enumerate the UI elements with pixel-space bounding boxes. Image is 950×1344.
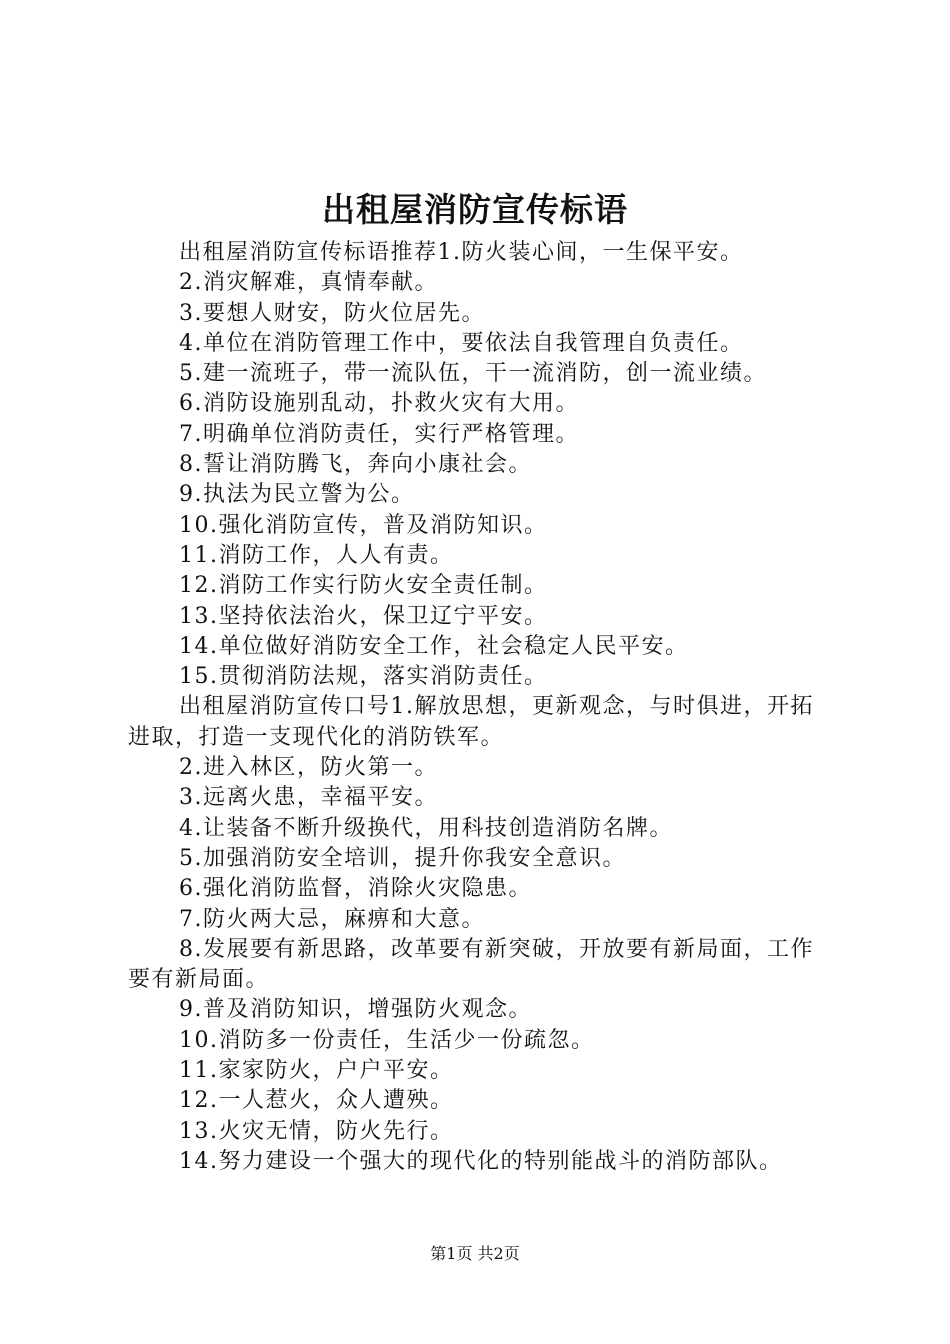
paragraph: 15.贯彻消防法规，落实消防责任。 bbox=[179, 664, 548, 690]
paragraph: 14.努力建设一个强大的现代化的特别能战斗的消防部队。 bbox=[179, 1148, 783, 1174]
paragraph: 2.消灾解难，真情奉献。 bbox=[179, 270, 438, 296]
paragraph: 13.坚持依法治火，保卫辽宁平安。 bbox=[179, 603, 548, 629]
paragraph: 5.加强消防安全培训，提升你我安全意识。 bbox=[179, 845, 626, 871]
document-body bbox=[128, 238, 828, 1177]
paragraph: 2.进入林区，防火第一。 bbox=[179, 755, 438, 781]
paragraph: 11.家家防火，户户平安。 bbox=[179, 1058, 454, 1084]
paragraph: 7.明确单位消防责任，实行严格管理。 bbox=[179, 421, 579, 447]
paragraph: 4.让装备不断升级换代，用科技创造消防名牌。 bbox=[179, 815, 673, 841]
page-footer: 第1页 共2页 bbox=[430, 1244, 520, 1263]
paragraph: 8.发展要有新思路，改革要有新突破，开放要有新局面，工作要有新局面。 bbox=[128, 936, 814, 993]
paragraph: 出租屋消防宣传标语推荐1.防火装心间，一生保平安。 bbox=[179, 240, 744, 265]
paragraph: 12.消防工作实行防火安全责任制。 bbox=[179, 573, 548, 599]
paragraph: 13.火灾无情，防火先行。 bbox=[179, 1118, 454, 1144]
paragraph: 8.誓让消防腾飞，奔向小康社会。 bbox=[179, 452, 532, 478]
paragraph: 11.消防工作，人人有责。 bbox=[179, 542, 454, 568]
paragraph: 9.执法为民立警为公。 bbox=[179, 482, 415, 508]
paragraph: 7.防火两大忌，麻痹和大意。 bbox=[179, 906, 485, 932]
paragraph: 12.一人惹火，众人遭殃。 bbox=[179, 1088, 454, 1114]
paragraph: 14.单位做好消防安全工作，社会稳定人民平安。 bbox=[179, 633, 689, 659]
paragraph: 4.单位在消防管理工作中，要依法自我管理自负责任。 bbox=[179, 330, 744, 356]
paragraph: 3.要想人财安，防火位居先。 bbox=[179, 300, 485, 326]
paragraph: 5.建一流班子，带一流队伍，干一流消防，创一流业绩。 bbox=[179, 361, 767, 387]
paragraph: 9.普及消防知识，增强防火观念。 bbox=[179, 997, 532, 1023]
paragraph: 6.消防设施别乱动，扑救火灾有大用。 bbox=[179, 391, 579, 417]
paragraph: 10.强化消防宣传，普及消防知识。 bbox=[179, 512, 548, 538]
paragraph: 出租屋消防宣传口号1.解放思想，更新观念，与时俱进，开拓进取，打造一支现代化的消防铁军。 bbox=[128, 694, 814, 750]
paragraph: 10.消防多一份责任，生活少一份疏忽。 bbox=[179, 1027, 595, 1053]
document-title: 出租屋消防宣传标语 bbox=[322, 190, 628, 229]
paragraph: 6.强化消防监督，消除火灾隐患。 bbox=[179, 876, 532, 902]
paragraph: 3.远离火患，幸福平安。 bbox=[179, 785, 438, 811]
